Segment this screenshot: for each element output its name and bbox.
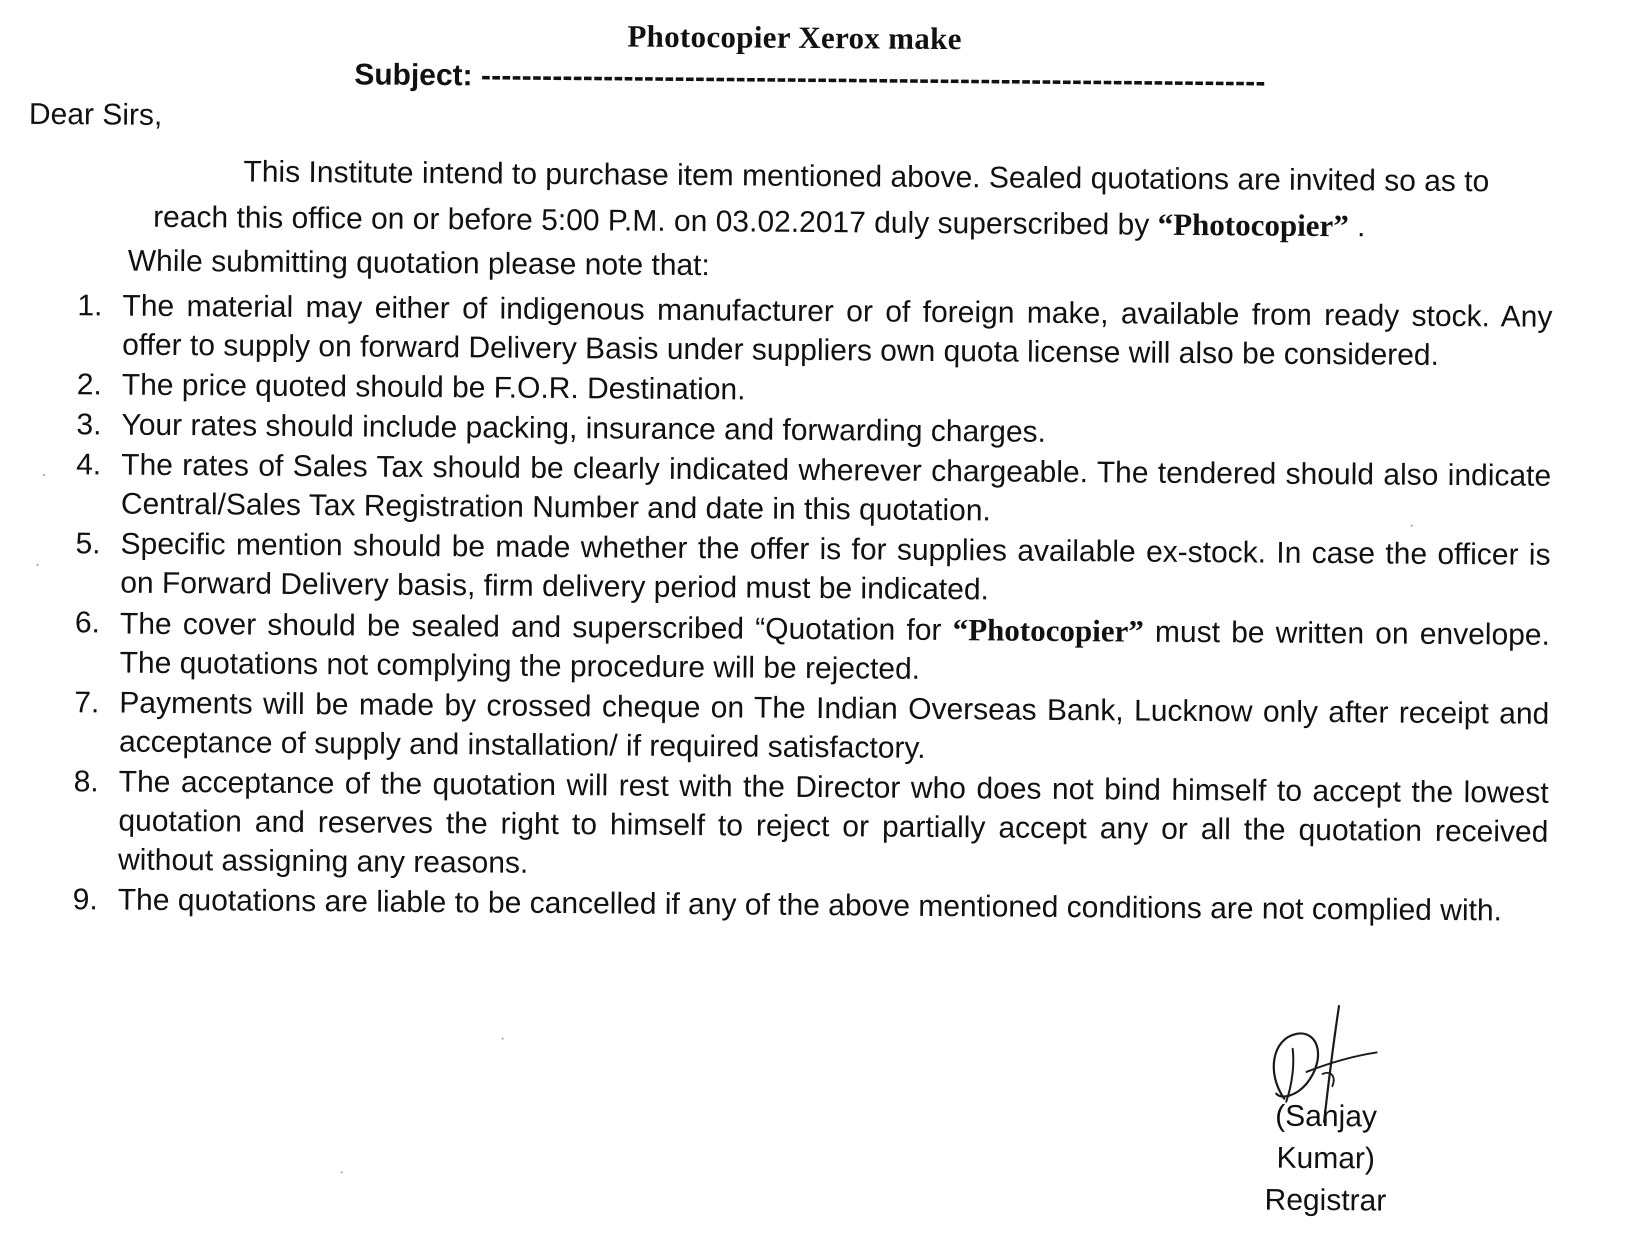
intro-line-2-suffix: . — [1348, 210, 1366, 244]
condition-number: 7. — [74, 686, 100, 720]
condition-item — [60, 524, 1551, 614]
condition-item-name: “Photocopier” — [952, 612, 1144, 649]
condition-text: The rates of Sales Tax should be clearly indicated wherever chargeable. The tendered should also indicate Central/Sales Tax Registration Number and date in this quotation. — [120, 448, 1552, 528]
intro-item-name: “Photocopier” — [1157, 206, 1349, 244]
condition-text: Payments will be made by crossed cheque on The Indian Overseas Bank, Lucknow only after receipt and acceptance of supply and installation/ if required satisfactory. — [118, 686, 1550, 765]
salutation: Dear Sirs, — [28, 97, 163, 132]
document-title: Photocopier Xerox make — [627, 18, 962, 57]
subject-label: Subject: — [354, 58, 473, 93]
condition-item — [59, 683, 1550, 773]
intro-line-1: This Institute intend to purchase item mentioned above. Sealed quotations are invited so as to — [243, 155, 1490, 199]
scan-speck — [1411, 525, 1413, 527]
intro-line-2-prefix: reach this office on or before 5:00 P.M. on 03.02.2017 duly superscribed by — [153, 200, 1158, 242]
conditions-list — [58, 286, 1553, 932]
condition-text: The quotations are liable to be cancelled if any of the above mentioned conditions are not complied with. — [117, 883, 1503, 928]
condition-number: 6. — [74, 606, 101, 640]
condition-number: 2. — [76, 368, 102, 402]
condition-text: Your rates should include packing, insurance and forwarding charges. — [121, 408, 1047, 449]
scan-speck — [341, 1171, 343, 1173]
condition-number: 1. — [77, 289, 103, 323]
condition-number: 3. — [76, 408, 102, 442]
condition-text: The price quoted should be F.O.R. Destination. — [121, 368, 746, 407]
subject-line — [354, 58, 1266, 99]
signatory-block — [1225, 1095, 1426, 1223]
condition-text-after: must be written on envelope. The quotations not complying the procedure will be rejected. — [119, 615, 1551, 686]
note-heading: While submitting quotation please note that: — [127, 244, 710, 283]
scan-speck — [502, 1038, 504, 1040]
condition-item — [62, 286, 1553, 376]
condition-item — [58, 762, 1549, 891]
signatory-designation: Registrar — [1264, 1183, 1387, 1218]
scan-speck — [36, 564, 38, 566]
condition-item — [61, 445, 1552, 535]
condition-text: The acceptance of the quotation will rest with the Director who does not bind himself to accept the lowest quotation and reserves the right to himself to reject or partially accept any or all the quotation received without assigning any reasons. — [117, 765, 1549, 880]
condition-number: 8. — [73, 765, 99, 799]
condition-number: 9. — [72, 883, 98, 917]
intro-paragraph — [153, 149, 1544, 251]
condition-number: 5. — [75, 527, 101, 561]
condition-number: 4. — [76, 448, 102, 482]
scan-speck — [43, 474, 45, 476]
condition-text-before: The cover should be sealed and superscribed “Quotation for — [119, 607, 953, 648]
condition-text: The material may either of indigenous manufacturer or of foreign make, available from ready stock. Any offer to supply on forward Delivery Basis under suppliers own quota license will also be considered. — [122, 289, 1553, 372]
signatory-name: (Sanjay Kumar) — [1275, 1099, 1378, 1176]
subject-blank: ----------------------------------------------------------------------------- — [480, 59, 1266, 99]
condition-item — [59, 603, 1550, 694]
condition-text: Specific mention should be made whether the offer is for supplies available ex-stock. In case the officer is on Forward Delivery basis, firm delivery period must be indicated. — [120, 527, 1551, 607]
